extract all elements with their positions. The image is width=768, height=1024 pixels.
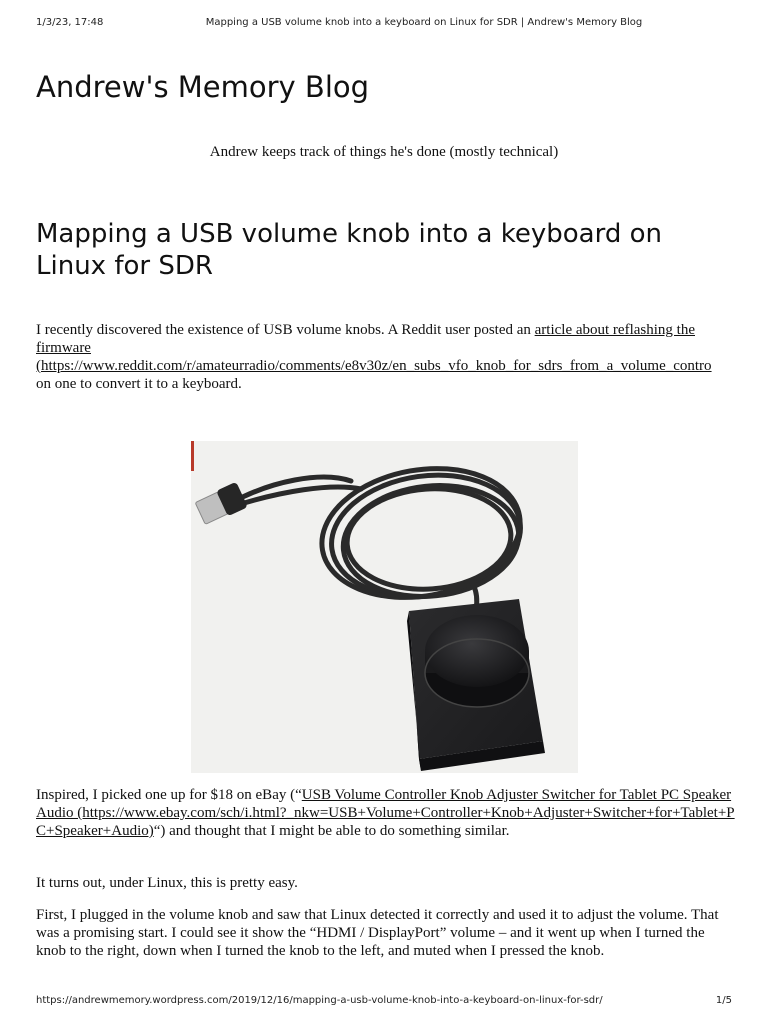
site-tagline: Andrew keeps track of things he's done (mostly technical): [209, 144, 559, 160]
p2-text-after: “) and thought that I might be able to do something similar.: [153, 823, 510, 839]
reddit-link-text: article about reflashing the firmware: [36, 322, 695, 356]
post-paragraph-1: [36, 321, 736, 393]
post-paragraph-2: [36, 786, 736, 840]
reddit-link-url: (https://www.reddit.com/r/amateurradio/comments/e8v30z/en_subs_vfo_knob_for_sdrs_from_a_volume_contro: [36, 358, 712, 374]
post-paragraph-3: It turns out, under Linux, this is pretty easy.: [36, 875, 298, 891]
print-doc-title: Mapping a USB volume knob into a keyboard on Linux for SDR | Andrew's Memory Blog: [205, 17, 643, 28]
p2-text-before: Inspired, I picked one up for $18 on eBay (“: [36, 787, 302, 803]
print-page-url: https://andrewmemory.wordpress.com/2019/12/16/mapping-a-usb-volume-knob-into-a-keyboard-on-linux-for-sdr/: [36, 995, 603, 1006]
p1-text-after: on one to convert it to a keyboard.: [36, 376, 242, 392]
post-title: Mapping a USB volume knob into a keyboard on Linux for SDR: [36, 219, 662, 281]
print-footer: [36, 995, 732, 1009]
p1-text-before: I recently discovered the existence of USB volume knobs. A Reddit user posted an: [36, 322, 535, 338]
usb-volume-knob-photo: [191, 441, 578, 773]
post-paragraph-4: First, I plugged in the volume knob and saw that Linux detected it correctly and used it to adjust the volume. That was a promising start. I could see it show the “HDMI / DisplayPort” volume – and it went up when I turned the knob to the right, down when I turned the knob to the left, and muted when I pressed the knob.: [36, 907, 719, 959]
ebay-listing-link[interactable]: USB Volume Controller Knob Adjuster Switcher for Tablet PC Speaker Audio (https://www.ebay.com/sch/i.html?_nkw=USB+Volume+Controller+Knob+Adjuster+Switcher+for+Tablet+PC+Speaker+Audio): [36, 787, 735, 839]
print-header: [36, 17, 732, 31]
print-date: 1/3/23, 17:48: [36, 17, 104, 28]
site-title[interactable]: Andrew's Memory Blog: [36, 70, 370, 104]
print-page-number: 1/5: [715, 995, 732, 1006]
